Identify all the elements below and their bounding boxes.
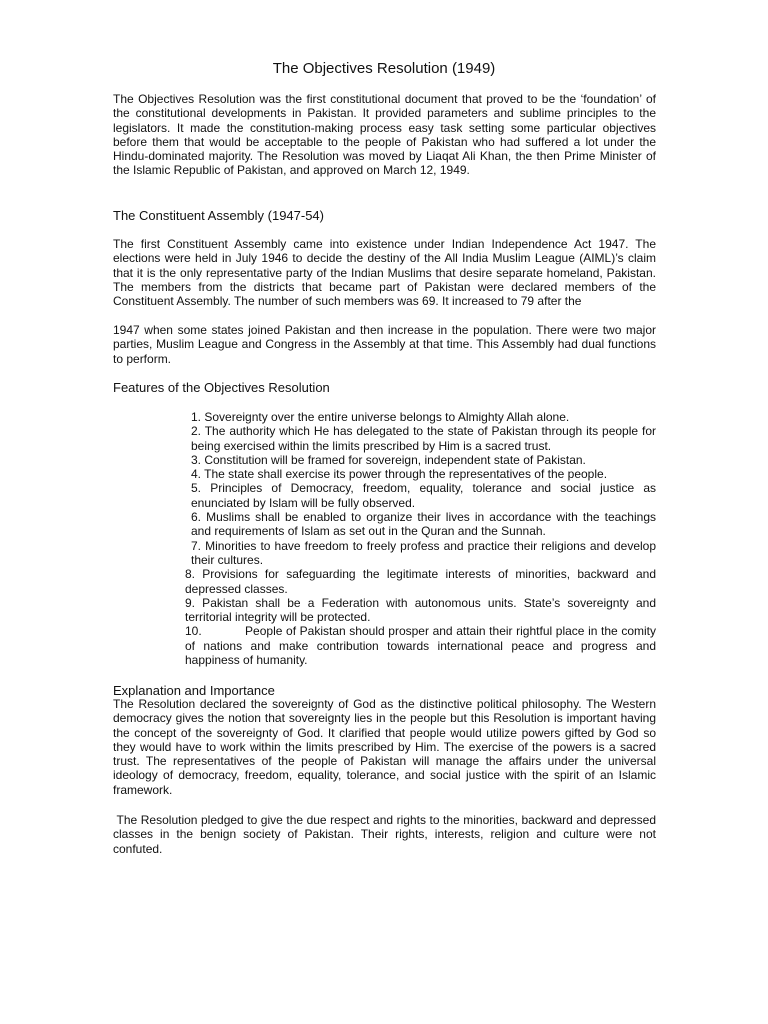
features-list: [185, 410, 656, 667]
feature-item: 8. Provisions for safeguarding the legitimate interests of minorities, backward and depressed classes.: [185, 567, 656, 596]
assembly-paragraph-1: The first Constituent Assembly came into existence under Indian Independence Act 1947. The elections were held in July 1946 to decide the destiny of the All India Muslim League (AIML)’s claim that it is the only representative party of the Indian Muslims that desire separate homeland, Pakistan. The members from the districts that became part of Pakistan were declared members of the Constituent Assembly. The number of such members was 69. It increased to 79 after the: [113, 237, 656, 309]
document-title: The Objectives Resolution (1949): [272, 60, 496, 77]
feature-item: 10. People of Pakistan should prosper and attain their rightful place in the comity of nations and make contribution towards international peace and progress and happiness of humanity.: [185, 624, 656, 668]
features-heading: Features of the Objectives Resolution: [113, 380, 330, 395]
feature-item: 1. Sovereignty over the entire universe belongs to Almighty Allah alone.: [191, 410, 570, 424]
feature-item: 5. Principles of Democracy, freedom, equality, tolerance and social justice as enunciated by Islam will be fully observed.: [191, 481, 656, 510]
assembly-heading: The Constituent Assembly (1947-54): [113, 208, 324, 223]
feature-item: 2. The authority which He has delegated to the state of Pakistan through its people for being exercised within the limits prescribed by Him is a sacred trust.: [191, 424, 656, 453]
assembly-paragraph-2: 1947 when some states joined Pakistan and then increase in the population. There were two major parties, Muslim League and Congress in the Assembly at that time. This Assembly had dual functions to perform.: [113, 323, 656, 366]
explanation-heading: Explanation and Importance: [113, 683, 275, 698]
explanation-paragraph-1: The Resolution declared the sovereignty of God as the distinctive political philosophy. The Western democracy gives the notion that sovereignty lies in the people but this Resolution is important having the concept of the sovereignty of God. It clarified that people would utilize powers gifted by God so they would have to work within the limits prescribed by Him. The exercise of the powers is a sacred trust. The representatives of the people of Pakistan will manage the affairs under the universal ideology of democracy, freedom, equality, tolerance, and social justice with the spirit of an Islamic framework.: [113, 697, 656, 797]
intro-paragraph: The Objectives Resolution was the first constitutional document that proved to be the ‘foundation’ of the constitutional developments in Pakistan. It provided parameters and sublime principles to the legislators. It made the constitution-making process easy task setting some particular objectives before them that would be acceptable to the people of Pakistan who had suffered a lot under the Hindu-dominated majority. The Resolution was moved by Liaqat Ali Khan, the then Prime Minister of the Islamic Republic of Pakistan, and approved on March 12, 1949.: [113, 92, 656, 178]
explanation-paragraph-2: The Resolution pledged to give the due respect and rights to the minorities, backward and depressed classes in the benign society of Pakistan. Their rights, interests, religion and culture were not confuted.: [113, 813, 656, 856]
feature-item: 7. Minorities to have freedom to freely profess and practice their religions and develop their cultures.: [191, 538, 656, 567]
feature-item: 6. Muslims shall be enabled to organize their lives in accordance with the teachings and requirements of Islam as set out in the Quran and the Sunnah.: [191, 510, 656, 539]
feature-item: 4. The state shall exercise its power through the representatives of the people.: [191, 467, 608, 482]
feature-item: 9. Pakistan shall be a Federation with autonomous units. State’s sovereignty and territorial integrity will be protected.: [185, 595, 656, 625]
feature-item: 3. Constitution will be framed for sovereign, independent state of Pakistan.: [191, 452, 586, 467]
